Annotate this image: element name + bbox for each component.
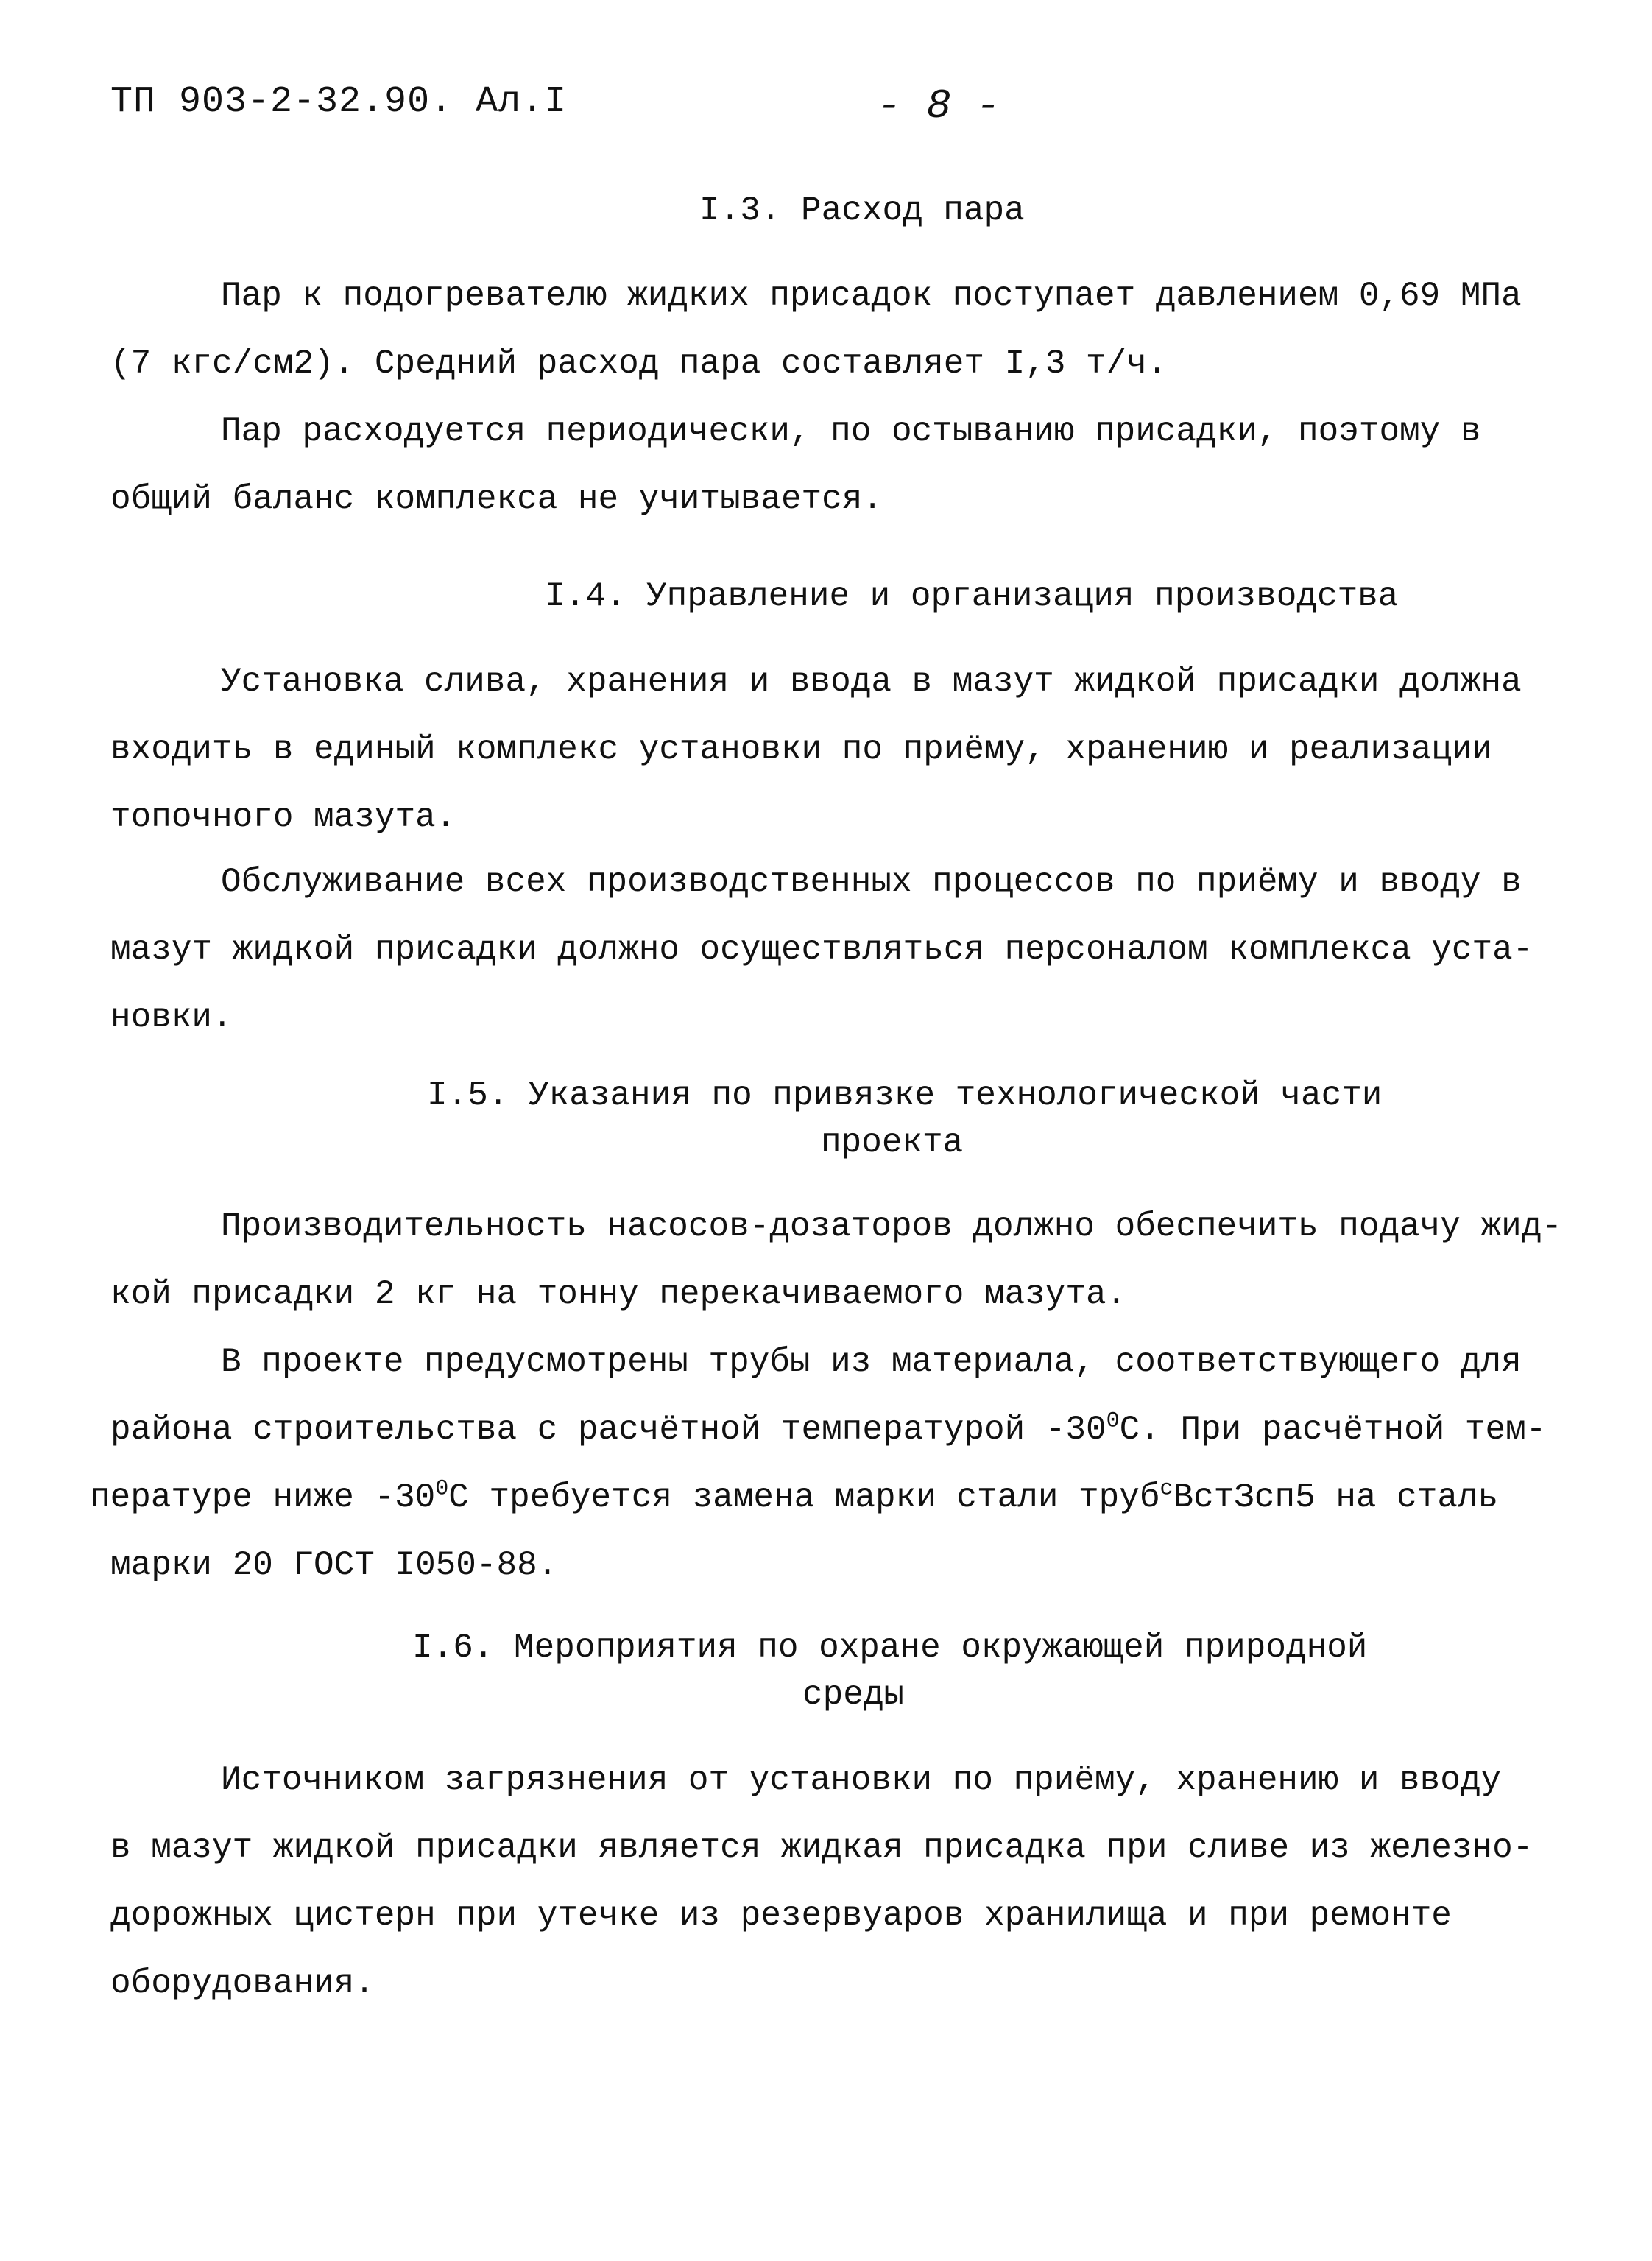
text-line: общий баланс комплекса не учитывается.: [110, 480, 883, 518]
text-fragment: С требуется замена марки стали труб: [448, 1478, 1160, 1517]
text-line: Производительность насосов-дозаторов должно обеспечить подачу жид-: [221, 1207, 1562, 1246]
section-1-3-paragraph-2: [110, 398, 1553, 533]
section-1-5-paragraph-1: [110, 1193, 1562, 1328]
text-line: дорожных цистерн при утечке из резервуаров хранилища и при ремонте: [110, 1897, 1452, 1935]
section-1-4-title: I.4. Управление и организация производства: [545, 577, 1399, 615]
section-1-5-title-line-2: проекта: [821, 1124, 964, 1162]
section-1-6-title-line-2: среды: [802, 1676, 905, 1714]
section-1-4-paragraph-1: [110, 648, 1553, 851]
superscript: 0: [1106, 1408, 1120, 1434]
text-fragment: района строительства с расчётной температурой -30: [110, 1411, 1106, 1449]
text-fragment: пературе ниже -30: [90, 1478, 436, 1517]
section-1-5-title: I.5. Указания по привязке технологической части: [427, 1076, 1383, 1115]
page-number: - 8 -: [876, 82, 1001, 130]
text-line: кой присадки 2 кг на тонну перекачиваемого мазута.: [110, 1275, 1127, 1313]
text-line: Установка слива, хранения и ввода в мазут жидкой присадки должна: [221, 663, 1522, 701]
text-line: входить в единый комплекс установки по приёму, хранению и реализации: [110, 730, 1493, 769]
text-line: [90, 1464, 1553, 1531]
superscript: 0: [435, 1476, 449, 1502]
text-line: в мазут жидкой присадки является жидкая присадка при сливе из железно-: [110, 1829, 1533, 1867]
text-fragment: С. При расчётной тем-: [1119, 1411, 1547, 1449]
text-line: [110, 1396, 1553, 1464]
text-line: В проекте предусмотрены трубы из материала, соответствующего для: [221, 1343, 1522, 1381]
section-1-3-title: I.3. Расход пара: [699, 191, 1025, 230]
text-line: (7 кгс/см2). Средний расход пара составляет I,3 т/ч.: [110, 345, 1168, 383]
section-1-3-paragraph-1: [110, 262, 1553, 398]
text-line: Обслуживание всех производственных процессов по приёму и вводу в: [221, 863, 1522, 901]
text-fragment: ВстЗсп5 на сталь: [1173, 1478, 1499, 1517]
superscript: с: [1159, 1476, 1173, 1502]
text-line: Источником загрязнения от установки по приёму, хранению и вводу: [221, 1761, 1502, 1799]
text-line: новки.: [110, 998, 233, 1037]
section-1-4-paragraph-2: [110, 848, 1553, 1051]
text-line: Пар к подогревателю жидких присадок поступает давлением 0,69 МПа: [221, 277, 1522, 315]
section-1-6-title: I.6. Мероприятия по охране окружающей природной: [412, 1629, 1368, 1667]
text-line: Пар расходуется периодически, по остыванию присадки, поэтому в: [221, 412, 1481, 451]
text-line: марки 20 ГОСТ I050-88.: [110, 1546, 558, 1584]
text-line: оборудования.: [110, 1964, 375, 2003]
text-line: топочного мазута.: [110, 798, 456, 836]
section-1-5-paragraph-2: [90, 1328, 1553, 1599]
doc-code: ТП 903-2-32.90. Ал.I: [110, 81, 568, 123]
section-1-6-paragraph-1: [110, 1746, 1553, 2017]
text-line: мазут жидкой присадки должно осуществляться персоналом комплекса уста-: [110, 931, 1533, 969]
